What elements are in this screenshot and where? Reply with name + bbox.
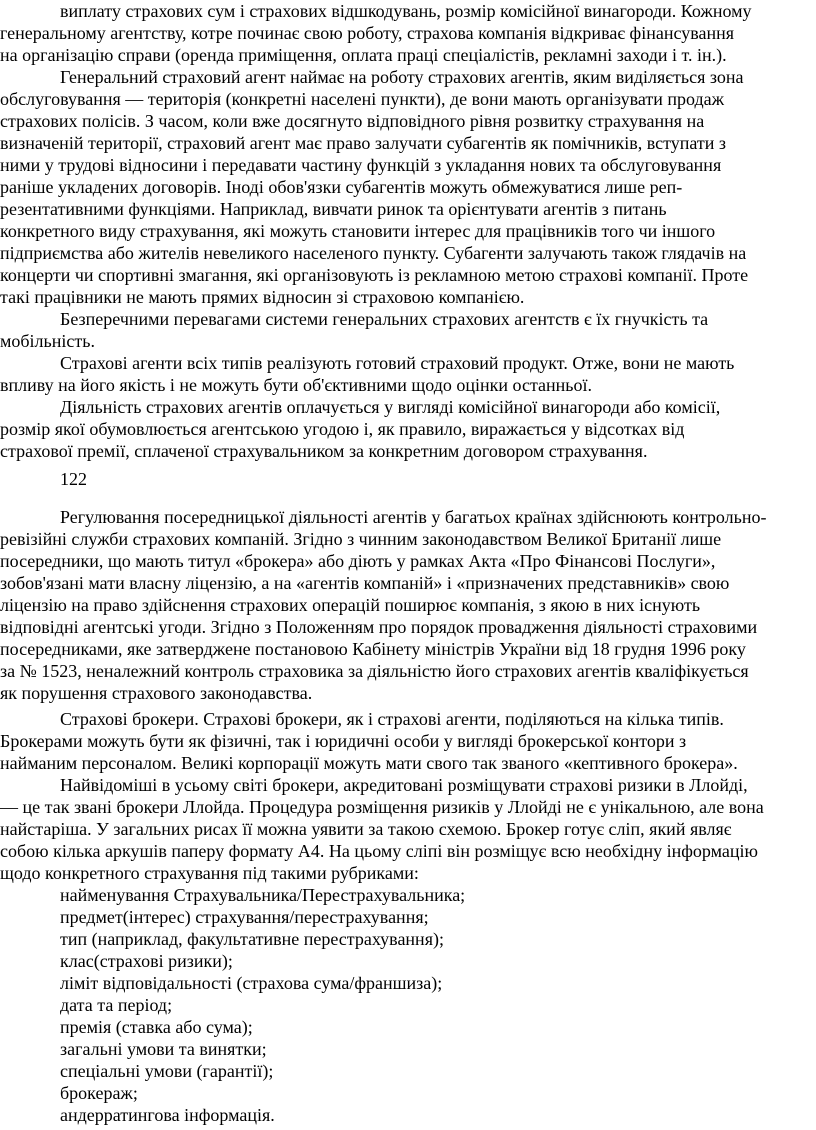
- text-line: Регулювання посередницької діяльності агентів у багатьох країнах здійснюють контрольно-: [60, 507, 767, 527]
- text-line: виплату страхових сум і страхових відшкодувань, розмір комісійної винагороди. Кожному: [60, 1, 752, 21]
- text-line: — це так звані брокери Ллойда. Процедура розміщення ризиків у Ллойді не є унікальною, але вона: [0, 797, 764, 817]
- list-item: брокераж;: [60, 1083, 138, 1103]
- list-item: дата та період;: [60, 995, 173, 1015]
- text-line: щодо конкретного страхування під такими рубриками:: [0, 863, 419, 883]
- text-line: визначеній території, страховий агент має право залучати субагентів як помічників, вступати з: [0, 133, 726, 153]
- text-line: ними у трудові відносини і передавати частину функцій з укладання нових та обслуговування: [0, 155, 722, 175]
- text-line: впливу на його якість і не можуть бути об'єктивними щодо оцінки останньої.: [0, 375, 593, 395]
- text-line: розмір якої обумовлюється агентською угодою і, як правило, виражається у відсотках від: [0, 419, 685, 439]
- list-item: предмет(інтерес) страхування/перестрахування;: [60, 907, 429, 927]
- text-line: обслуговування — територія (конкретні населені пункти), де вони мають організувати продаж: [0, 89, 725, 109]
- text-line: як порушення страхового законодавства.: [0, 683, 313, 703]
- text-line: за № 1523, неналежний контроль страховика за діяльністю його страхових агентів кваліфікується: [0, 661, 749, 681]
- text-line: раніше укладених договорів. Іноді обов'язки субагентів можуть обмежуватися лише реп-: [0, 177, 683, 197]
- text-line: собою кілька аркушів паперу формату А4. На цьому сліпі він розміщує всю необхідну інформацію: [0, 841, 758, 861]
- list-item: клас(страхові ризики);: [60, 951, 233, 971]
- text-line: генеральному агентству, котре починає свою роботу, страхова компанія відкриває фінансування: [0, 23, 735, 43]
- text-line: найманим персоналом. Великі корпорації можуть мати свого так званого «кептивного брокера».: [0, 753, 738, 773]
- text-line: резентативними функціями. Наприклад, вивчати ринок та орієнтувати агентів з питань: [0, 199, 667, 219]
- text-line: Безперечними перевагами системи генеральних страхових агентств є їх гнучкість та: [60, 309, 709, 329]
- page-number: 122: [60, 469, 87, 489]
- list-item: андерратингова інформація.: [60, 1105, 275, 1125]
- list-item: загальні умови та винятки;: [60, 1039, 267, 1059]
- text-line: страхових полісів. З часом, коли вже досягнуто відповідного рівня розвитку страхування на: [0, 111, 705, 131]
- text-line: мобільність.: [0, 331, 95, 351]
- text-line: на організацію справи (оренда приміщення, оплата праці спеціалістів, рекламні заходи і т. ін.).: [0, 45, 727, 65]
- text-line: концерти чи спортивні змагання, які організовують із рекламною метою страхові компанії. Проте: [0, 265, 749, 285]
- text-line: Діяльність страхових агентів оплачується у вигляді комісійної винагороди або комісії,: [60, 397, 721, 417]
- text-line: конкретного виду страхування, які можуть становити інтерес для працівників того чи іншого: [0, 221, 716, 241]
- text-line: відповідні агентські угоди. Згідно з Положенням про порядок провадження діяльності страховими: [0, 617, 758, 637]
- text-line: зобов'язані мати власну ліцензію, а на «агентів компаній» і «призначених представників» свою: [0, 573, 730, 593]
- text-line: посередники, що мають титул «брокера» або діють у рамках Акта «Про Фінансові Послуги»,: [0, 551, 716, 571]
- text-line: Найвідоміші в усьому світі брокери, акредитовані розміщувати страхові ризики в Ллойді,: [60, 775, 748, 795]
- text-line: підприємства або жителів невеликого населеного пункту. Субагенти залучають також глядачів на: [0, 243, 747, 263]
- list-item: тип (наприклад, факультативне перестрахування);: [60, 929, 444, 949]
- text-line: ревізійні служби страхових компаній. Згідно з чинним законодавством Великої Британії лише: [0, 529, 722, 549]
- list-item: премія (ставка або сума);: [60, 1017, 253, 1037]
- list-item: спеціальні умови (гарантії);: [60, 1061, 274, 1081]
- text-line: найстаріша. У загальних рисах її можна уявити за такою схемою. Брокер готує сліп, який являє: [0, 819, 732, 839]
- list-item: ліміт відповідальності (страхова сума/франшиза);: [60, 973, 443, 993]
- text-line: Брокерами можуть бути як фізичні, так і юридичні особи у вигляді брокерської контори з: [0, 731, 687, 751]
- text-line: страхової премії, сплаченої страхувальником за конкретним договором страхування.: [0, 441, 648, 461]
- text-line: такі працівники не мають прямих відносин зі страховою компанією.: [0, 287, 525, 307]
- text-line: ліцензію на право здійснення страхових операцій поширює компанія, з якою в них існують: [0, 595, 701, 615]
- text-line: Генеральний страховий агент наймає на роботу страхових агентів, яким виділяється зона: [60, 67, 744, 87]
- text-line: Страхові брокери. Страхові брокери, як і страхові агенти, поділяються на кілька типів.: [60, 709, 724, 729]
- list-item: найменування Страхувальника/Перестрахувальника;: [60, 885, 466, 905]
- text-line: посередниками, яке затверджене постановою Кабінету міністрів України від 18 грудня 1996 року: [0, 639, 746, 659]
- text-line: Страхові агенти всіх типів реалізують готовий страховий продукт. Отже, вони не мають: [60, 353, 735, 373]
